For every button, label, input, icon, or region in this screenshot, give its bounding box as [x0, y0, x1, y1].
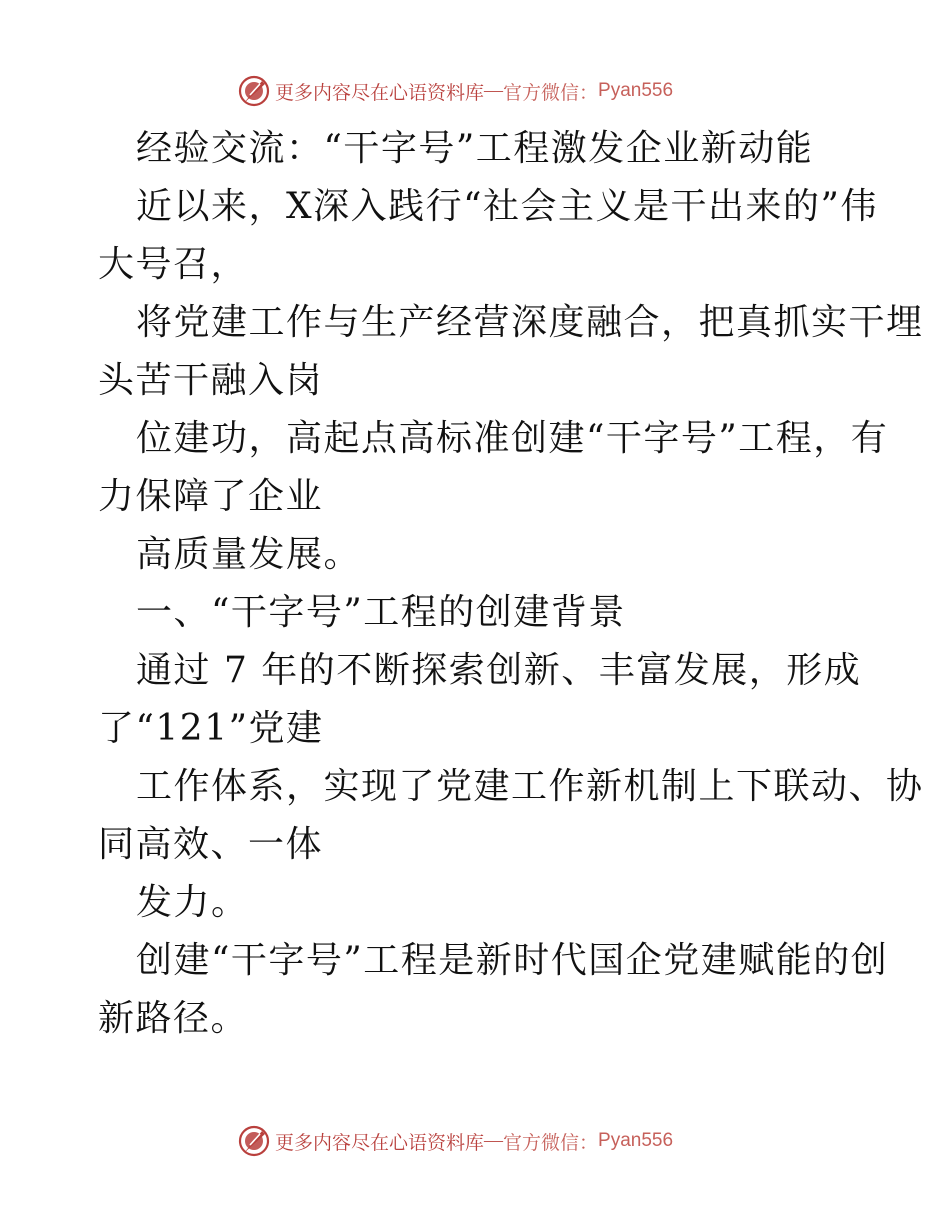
watermark-dash: —	[484, 80, 504, 101]
watermark-dash: —	[484, 1130, 504, 1151]
paragraph-line: 新路径。	[98, 998, 249, 1039]
paragraph-line: 了“121”党建	[98, 708, 324, 749]
paragraph-line: 位建功，高起点高标准创建“干字号”工程，有	[136, 418, 889, 459]
paragraph-line: 发力。	[136, 882, 249, 923]
paragraph-line: 将党建工作与生产经营深度融合，把真抓实干埋	[136, 302, 924, 343]
paragraph-line: 高质量发展。	[136, 534, 362, 575]
watermark-text: 更多内容尽在心语资料库	[275, 81, 485, 104]
paragraph-line: 力保障了企业	[98, 476, 324, 517]
paragraph-line: 头苦干融入岗	[98, 360, 324, 401]
watermark-wechat-id: Pyan556	[598, 1130, 674, 1151]
watermark-text: 更多内容尽在心语资料库	[275, 1131, 485, 1154]
paragraph-line: 同高效、一体	[98, 824, 324, 865]
paragraph-line: 大号召，	[98, 244, 249, 285]
paragraph-line: 通过 7 年的不断探索创新、丰富发展，形成	[136, 650, 862, 691]
paragraph-line: 创建“干字号”工程是新时代国企党建赋能的创	[136, 940, 889, 981]
watermark-wechat-label: 官方微信：	[503, 81, 599, 104]
document-title: 经验交流：“干字号”工程激发企业新动能	[136, 128, 814, 169]
feather-pen-circle-icon	[236, 1123, 272, 1159]
paragraph-line: 工作体系，实现了党建工作新机制上下联动、协	[136, 766, 924, 807]
watermark-wechat-label: 官方微信：	[503, 1131, 599, 1154]
paragraph-line: 近以来，X深入践行“社会主义是干出来的”伟	[136, 186, 878, 227]
feather-pen-circle-icon	[236, 73, 272, 109]
footer-watermark	[236, 1121, 716, 1161]
header-watermark	[236, 71, 716, 111]
section-heading: 一、“干字号”工程的创建背景	[136, 592, 626, 633]
watermark-wechat-id: Pyan556	[598, 80, 674, 101]
